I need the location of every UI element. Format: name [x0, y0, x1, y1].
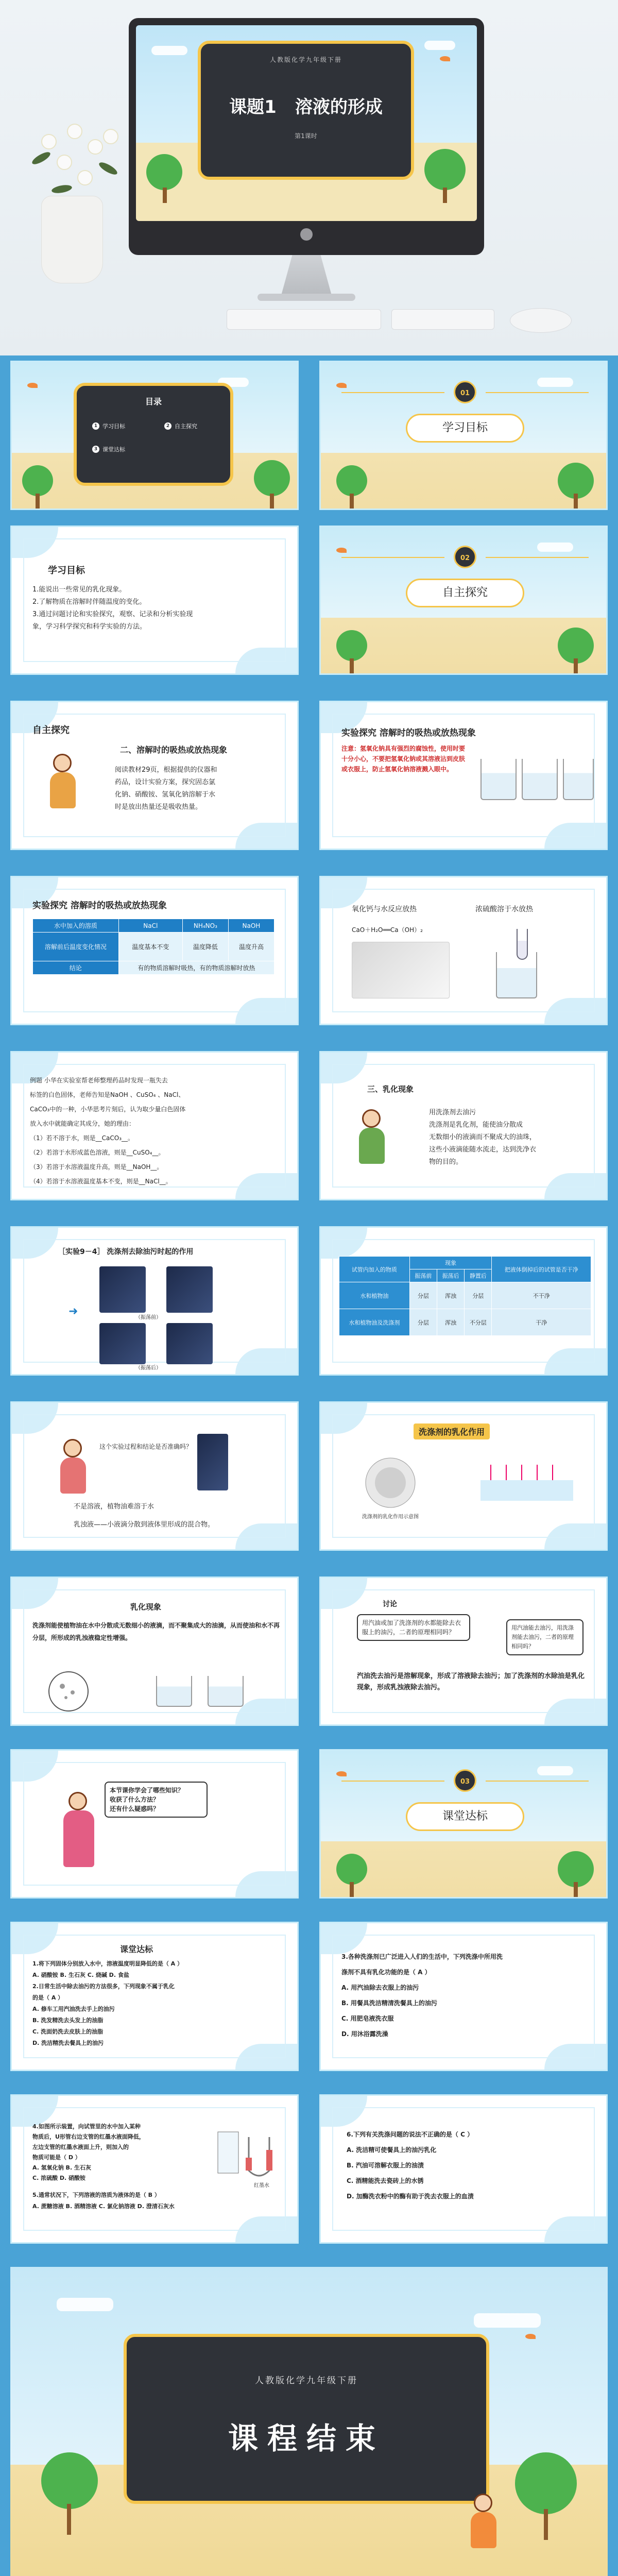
slide-explore[interactable] [10, 701, 299, 850]
toc-card [74, 383, 233, 486]
emulsifier-molecule-diagram [475, 1454, 578, 1511]
slide-example[interactable] [10, 1051, 299, 1200]
label-before: （振荡前） [135, 1315, 161, 1320]
equation-cao: CaO＋H₂O══Ca（OH）₂ [352, 926, 423, 934]
label-after: （振荡后） [135, 1365, 161, 1371]
explore-text: 阅读教材29页，根据提供的仪器和 药品，设计实验方案，探究固态氯 化钠、硝酸铵、氢氧化钠溶解于水 时是放出热量还是吸收热量。 [115, 766, 217, 811]
vase-image [41, 196, 103, 283]
slide-question[interactable] [10, 1401, 299, 1551]
dissolution-table [32, 919, 274, 975]
slide-quiz-3[interactable] [10, 2094, 299, 2244]
hero-section [0, 0, 618, 355]
section-title-explore: 自主探究 [406, 579, 524, 607]
ending-title: 课程结束 [228, 2421, 385, 2456]
table-header-row: 试管内加入的物质 现象 把液体倒掉后的试管是否干净 [339, 1257, 591, 1269]
emul-role-title: 洗涤剂的乳化作用 [414, 1423, 490, 1439]
toc-item-quiz[interactable]: 3 课堂达标 [92, 445, 125, 453]
caption-h2so4: 浓硫酸溶于水放热 [475, 905, 533, 913]
caption-cao: 氧化钙与水反应放热 [352, 905, 417, 913]
apple-logo-icon [300, 228, 313, 241]
slide-emulsion-role[interactable] [319, 1401, 608, 1551]
monitor-stand [278, 255, 335, 296]
emul-role-caption: 洗涤剂的乳化作用示意图 [362, 1514, 419, 1520]
slide-experiment-note[interactable] [319, 701, 608, 850]
table-header-row: 水中加入的溶质 NaCl NH₄NO₃ NaOH [33, 919, 274, 933]
emulsion-beaker-icon-2 [208, 1676, 244, 1707]
example-text: 例题 小华在实验室帮老师整理药品时发现一瓶失去 标签的白色固体，老师告知是NaOH 、CuSO₄ 、NaCl、 CaCO₃中的一种，小华思考片刻后，认为取少量白色固体 放入水中就能确定其成分，她的理由： （1）若不溶于水，则是__CaCO₃__。 （2）若溶于水形成蓝色溶液，则是__CuSO₄__。 （3）若溶于水溶液温度升高，则是__NaOH__。 （4）若溶于水溶液温度基本不变，则是__NaCl__。 [30, 1077, 186, 1185]
oil-droplet-diagram [357, 1454, 424, 1511]
tube-photo-before-2 [166, 1266, 213, 1313]
emul-phen-title: 乳化现象 [130, 1602, 162, 1612]
quiz1-questions: 1.将下列固体分别放入水中，溶液温度明显降低的是（ A ） A. 硝酸铵 B. 生石灰 C. 烧碱 D. 食盐 2.日常生活中除去油污的方法很多，下列现象不属于乳化 的是（ A ） A. 修车工用汽油洗去手上的油污 B. 洗发精洗去头发上的油脂 C. 洗面奶洗去皮肤上的油脂 D. 洗洁精洗去餐具上的油污 [32, 1960, 183, 2046]
quiz-title: 课堂达标 [120, 1944, 153, 1954]
arrow-right-icon: ➜ [68, 1305, 78, 1318]
experiment3-title: ［实验9－4］ 洗涤剂去除油污时起的作用 [58, 1248, 194, 1256]
slide-reflection[interactable] [10, 1749, 299, 1899]
objective-item: 1.能说出一些常见的乳化现象。 [32, 586, 126, 594]
mouse-image [510, 308, 572, 333]
emulsion-text: 用洗涤剂去油污 洗涤剂是乳化剂，能使油分散成 无数细小的液滴而不聚成大的油珠， 这些小液滴能随水流走，达到洗净衣 物的目的。 [429, 1109, 537, 1166]
quiz3-questions: 4.如图所示装置，向试管里的水中加入某种 物质后，U形管右边支管的红墨水液面降低， 左边支管的红墨水液面上升，则加入的 物质可能是（ D ） A. 氢氧化钠 B. 生石灰 C. 浓硫酸 D. 硝酸铵 [32, 2123, 145, 2181]
question-bubble: 这个实验过程和结论是否准确吗？ [99, 1443, 193, 1450]
experiment-title: 实验探究 溶解时的吸热或放热现象 [341, 728, 476, 738]
toc-title: 目录 [145, 397, 162, 406]
discuss-bubble: 用汽油或加了洗涤剂的水都能除去衣服上的油污，二者的原理相同吗？ [357, 1614, 470, 1641]
question-line1: 不是溶液，植物油难溶于水 [74, 1503, 154, 1511]
slide-emul-phenomenon[interactable] [10, 1577, 299, 1726]
cover-slide [136, 25, 477, 221]
section-title-quiz: 课堂达标 [406, 1802, 524, 1831]
experiment2-title: 实验探究 溶解时的吸热或放热现象 [32, 901, 167, 911]
question-line2: 乳浊液——小液滴分散到液体里形成的混合物。 [74, 1521, 215, 1529]
section-number-01: 01 [454, 381, 476, 403]
monitor-mockup [129, 18, 484, 255]
objectives-list [32, 584, 280, 633]
sulfuric-acid-beaker-icon [496, 952, 537, 998]
slide-quiz-2[interactable] [319, 1922, 608, 2071]
slide-heat-examples[interactable] [319, 876, 608, 1025]
beaker-icon-1 [480, 759, 517, 800]
slide-quiz-4[interactable] [319, 2094, 608, 2244]
tube-photo-after-2 [166, 1323, 213, 1364]
section-title-objectives: 学习目标 [406, 414, 524, 443]
reflection-bubble: 本节课你学会了哪些知识？ 收获了什么方法？ 还有什么疑惑吗？ [105, 1782, 208, 1818]
keyboard-right-image [391, 309, 494, 330]
toc-item-explore[interactable]: 2 自主探究 [164, 422, 197, 430]
droplets-diagram-icon [43, 1666, 94, 1717]
table-header-row: 振荡前 振荡后 静置后 [339, 1269, 591, 1282]
slide-objectives[interactable] [10, 526, 299, 675]
slide-section-objectives[interactable] [319, 361, 608, 510]
cover-card [198, 41, 414, 180]
tube-photo-before-1 [99, 1266, 146, 1313]
beaker-icon-3 [563, 759, 594, 800]
cover-subtitle: 人教版化学九年级下册 [269, 56, 342, 63]
section-number-03: 03 [454, 1769, 476, 1792]
discuss-title: 讨论 [383, 1600, 397, 1608]
red-ink-label: 红墨水 [254, 2183, 269, 2189]
cover-period: 第1课时 [295, 132, 317, 140]
quiz3-question5: 5.通常状况下，下列溶液的溶质为液体的是（ B ） A. 蔗糖溶液 B. 酒精溶液 C. 氯化钠溶液 D. 澄清石灰水 [32, 2192, 175, 2210]
table-row: 水和植物油及洗涤剂 分层 浑浊 不分层 干净 [339, 1309, 591, 1336]
explore-heading: 二、溶解时的吸热或放热现象 [120, 745, 228, 755]
objectives-title: 学习目标 [48, 565, 85, 576]
cao-reaction-photo [352, 942, 450, 998]
slide-section-explore[interactable] [319, 526, 608, 675]
toc-item-objectives[interactable]: 1 学习目标 [92, 422, 125, 430]
slide-ending[interactable] [10, 2267, 608, 2576]
discuss-bubble-small: 用汽油能去油污，用洗涤剂能去油污，二者的原理相同吗？ [506, 1619, 583, 1655]
slide-toc[interactable] [10, 361, 299, 510]
u-tube-apparatus-diagram [213, 2122, 280, 2183]
discuss-answer: 汽油洗去油污是溶解现象，形成了溶液除去油污；加了洗涤剂的水除油是乳化现象，形成乳浊液除去油污。 [357, 1672, 585, 1691]
test-tube-photo [197, 1434, 228, 1490]
objective-item: 2.了解物质在溶解时伴随温度的变化。 [32, 598, 146, 606]
emulsion-heading: 三、乳化现象 [367, 1084, 414, 1094]
table-row: 溶解前后温度变化情况 温度基本不变 温度降低 温度升高 [33, 933, 274, 961]
table-row: 水和植物油 分层 浑浊 分层 不干净 [339, 1282, 591, 1309]
emulsion-beaker-icon [156, 1676, 192, 1707]
tube-photo-after-1 [99, 1323, 146, 1364]
objective-item: 3.通过问题讨论和实验探究，观察、记录和分析实验现 [32, 611, 193, 618]
beaker-icon-2 [522, 759, 558, 800]
ending-subtitle: 人教版化学九年级下册 [255, 2376, 358, 2386]
slide-emulsion-table[interactable] [319, 1226, 608, 1376]
table-row: 结论 有的物质溶解时吸热，有的物质溶解时放热 [33, 961, 274, 975]
safety-note: 注意：氢氧化钠具有强烈的腐蚀性，使用时要十分小心，不要把氢氧化钠或其溶液沾到皮肤或衣服上，防止氢氧化钠溶液溅入眼中。 [341, 745, 466, 773]
monitor-base [258, 294, 355, 301]
slide-quiz-1[interactable] [10, 1922, 299, 2071]
emul-phen-text: 洗涤剂能使植物油在水中分散成无数细小的液滴，而不聚集成大的油滴，从而使油和水不再分层，所形成的乳浊液稳定性增强。 [32, 1622, 280, 1641]
cover-title [201, 93, 411, 118]
section-number-02: 02 [454, 546, 476, 568]
slide-discussion[interactable] [319, 1577, 608, 1726]
slide-experiment-9-4[interactable] [10, 1226, 299, 1376]
quiz4-questions: 6.下列有关洗涤问题的说法不正确的是（ C ） A. 洗洁精可使餐具上的油污乳化 B. 汽油可溶解衣服上的油渍 C. 酒精能洗去瓷砖上的水锈 D. 加酶洗衣粉中的酶有助于洗去衣服上的血渍 [347, 2131, 474, 2200]
slide-emulsion[interactable] [319, 1051, 608, 1200]
slide-experiment-table[interactable] [10, 876, 299, 1025]
explore-title: 自主探究 [32, 725, 70, 736]
cover-title-part2: 溶液的形成 [295, 97, 383, 117]
keyboard-image [227, 309, 381, 330]
emulsion-table [339, 1256, 591, 1336]
thermometer-icon [517, 929, 528, 960]
objective-item: 象，学习科学探究和科学实验的方法。 [32, 623, 147, 631]
slide-section-quiz[interactable] [319, 1749, 608, 1899]
ending-card [124, 2334, 489, 2504]
cover-title-part1: 课题1 [229, 97, 277, 117]
quiz2-questions: 3.各种洗涤剂已广泛进入人们的生活中，下列洗涤中所用洗 涤剂不具有乳化功能的是（ A ） A. 用汽油除去衣服上的油污 B. 用餐具洗洁精清洗餐具上的油污 C. 用肥皂液洗衣服 D. 用沐浴露洗澡 [341, 1953, 503, 2038]
